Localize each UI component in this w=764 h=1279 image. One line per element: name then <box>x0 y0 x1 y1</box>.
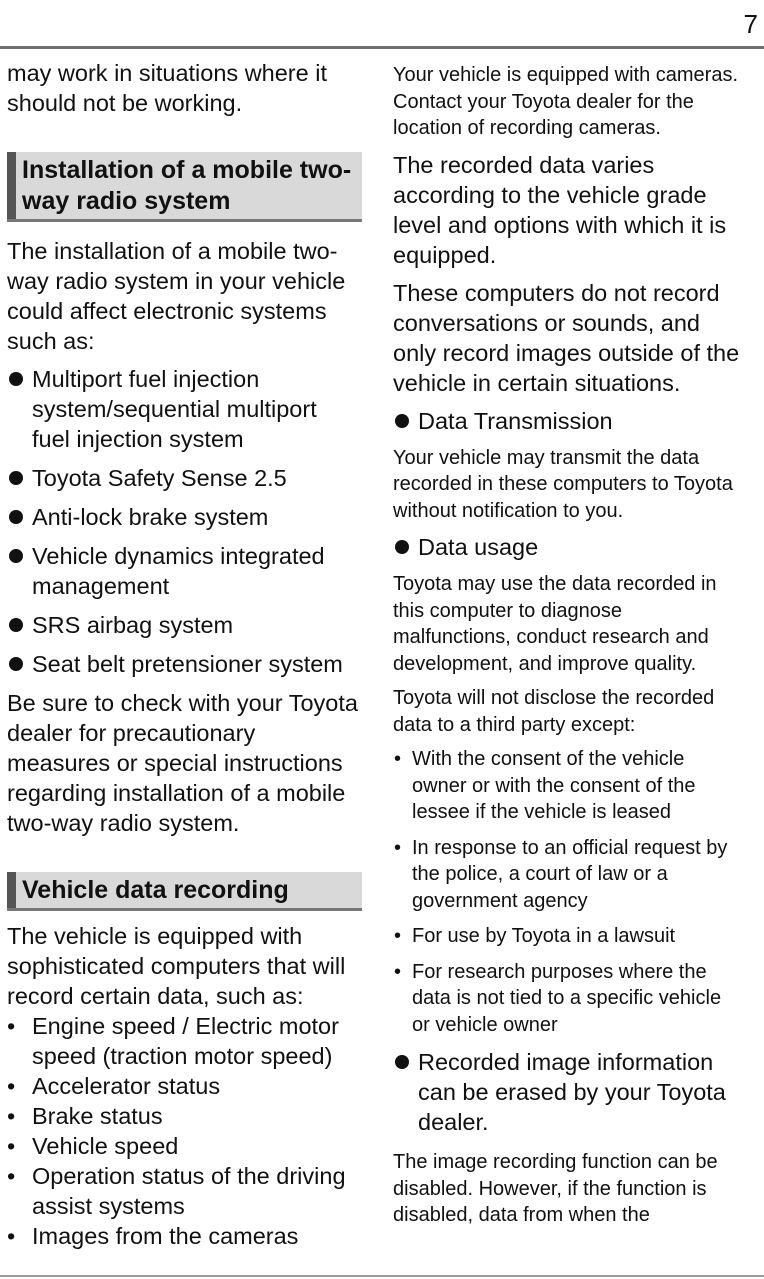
list-item: • Engine speed / Electric motor speed (traction motor speed) <box>7 1011 359 1071</box>
data-varies-text: The recorded data varies according to the vehicle grade level and options with which it is equipped. <box>393 151 727 268</box>
section-heading-radio: Installation of a mobile two-way radio system <box>7 152 362 222</box>
list-item: SRS airbag system <box>7 610 359 640</box>
list-item: • In response to an official request by the police, a court of law or a government agency <box>393 835 743 915</box>
radio-affected-systems-list <box>7 364 359 679</box>
list-item: Toyota Safety Sense 2.5 <box>7 463 359 493</box>
list-item: Seat belt pretensioner system <box>7 649 359 679</box>
image-erase-heading: Recorded image information can be erased by your Toyota dealer. <box>393 1047 743 1137</box>
data-usage-heading: Data usage <box>393 532 743 562</box>
cameras-note: Your vehicle is equipped with cameras. Contact your Toyota dealer for the location of recording cameras. <box>393 64 739 139</box>
radio-intro: The installation of a mobile two-way radio system in your vehicle could affect electronic systems such as: <box>7 238 346 354</box>
header-rule <box>0 46 764 49</box>
list-item: • Accelerator status <box>7 1071 359 1101</box>
list-item: • Vehicle speed <box>7 1131 359 1161</box>
no-record-text: These computers do not record conversations or sounds, and only record images outside of the vehicle in certain situations. <box>393 279 740 396</box>
data-transmission-text: Your vehicle may transmit the data recorded in these computers to Toyota without notification to you. <box>393 446 733 522</box>
list-item: • Images from the cameras <box>7 1221 359 1251</box>
list-item: • With the consent of the vehicle owner or with the consent of the lessee if the vehicle is leased <box>393 746 743 826</box>
disclosure-exceptions-list <box>393 746 743 1038</box>
list-item: Multiport fuel injection system/sequential multiport fuel injection system <box>7 364 359 454</box>
disclosure-text: Toyota will not disclose the recorded data to a third party except: <box>393 687 715 736</box>
list-item: • Operation status of the driving assist systems <box>7 1161 359 1221</box>
list-item: Vehicle dynamics integrated management <box>7 541 359 601</box>
data-transmission-heading: Data Transmission <box>393 406 743 436</box>
right-column <box>393 62 743 1237</box>
image-recording-text: The image recording function can be disabled. However, if the function is disabled, data from when the <box>393 1151 718 1226</box>
radio-note: Be sure to check with your Toyota dealer for precautionary measures or special instructions regarding installation of a mobile two-way radio system. <box>7 690 358 836</box>
continued-text: may work in situations where it should not be working. <box>7 60 327 116</box>
list-item: • For use by Toyota in a lawsuit <box>393 923 743 950</box>
list-item: Anti-lock brake system <box>7 502 359 532</box>
data-usage-text: Toyota may use the data recorded in this computer to diagnose malfunctions, conduct research and development, and improve quality. <box>393 573 717 675</box>
list-item: • For research purposes where the data is not tied to a specific vehicle or vehicle owner <box>393 959 743 1039</box>
recorded-data-list <box>7 1011 359 1251</box>
section-heading-data-recording: Vehicle data recording <box>7 872 362 911</box>
page-number: 7 <box>743 9 758 39</box>
list-item: • Brake status <box>7 1101 359 1131</box>
data-recording-intro: The vehicle is equipped with sophisticated computers that will record certain data, such as: <box>7 923 346 1009</box>
left-column <box>7 58 359 1251</box>
footer-rule <box>0 1275 764 1277</box>
